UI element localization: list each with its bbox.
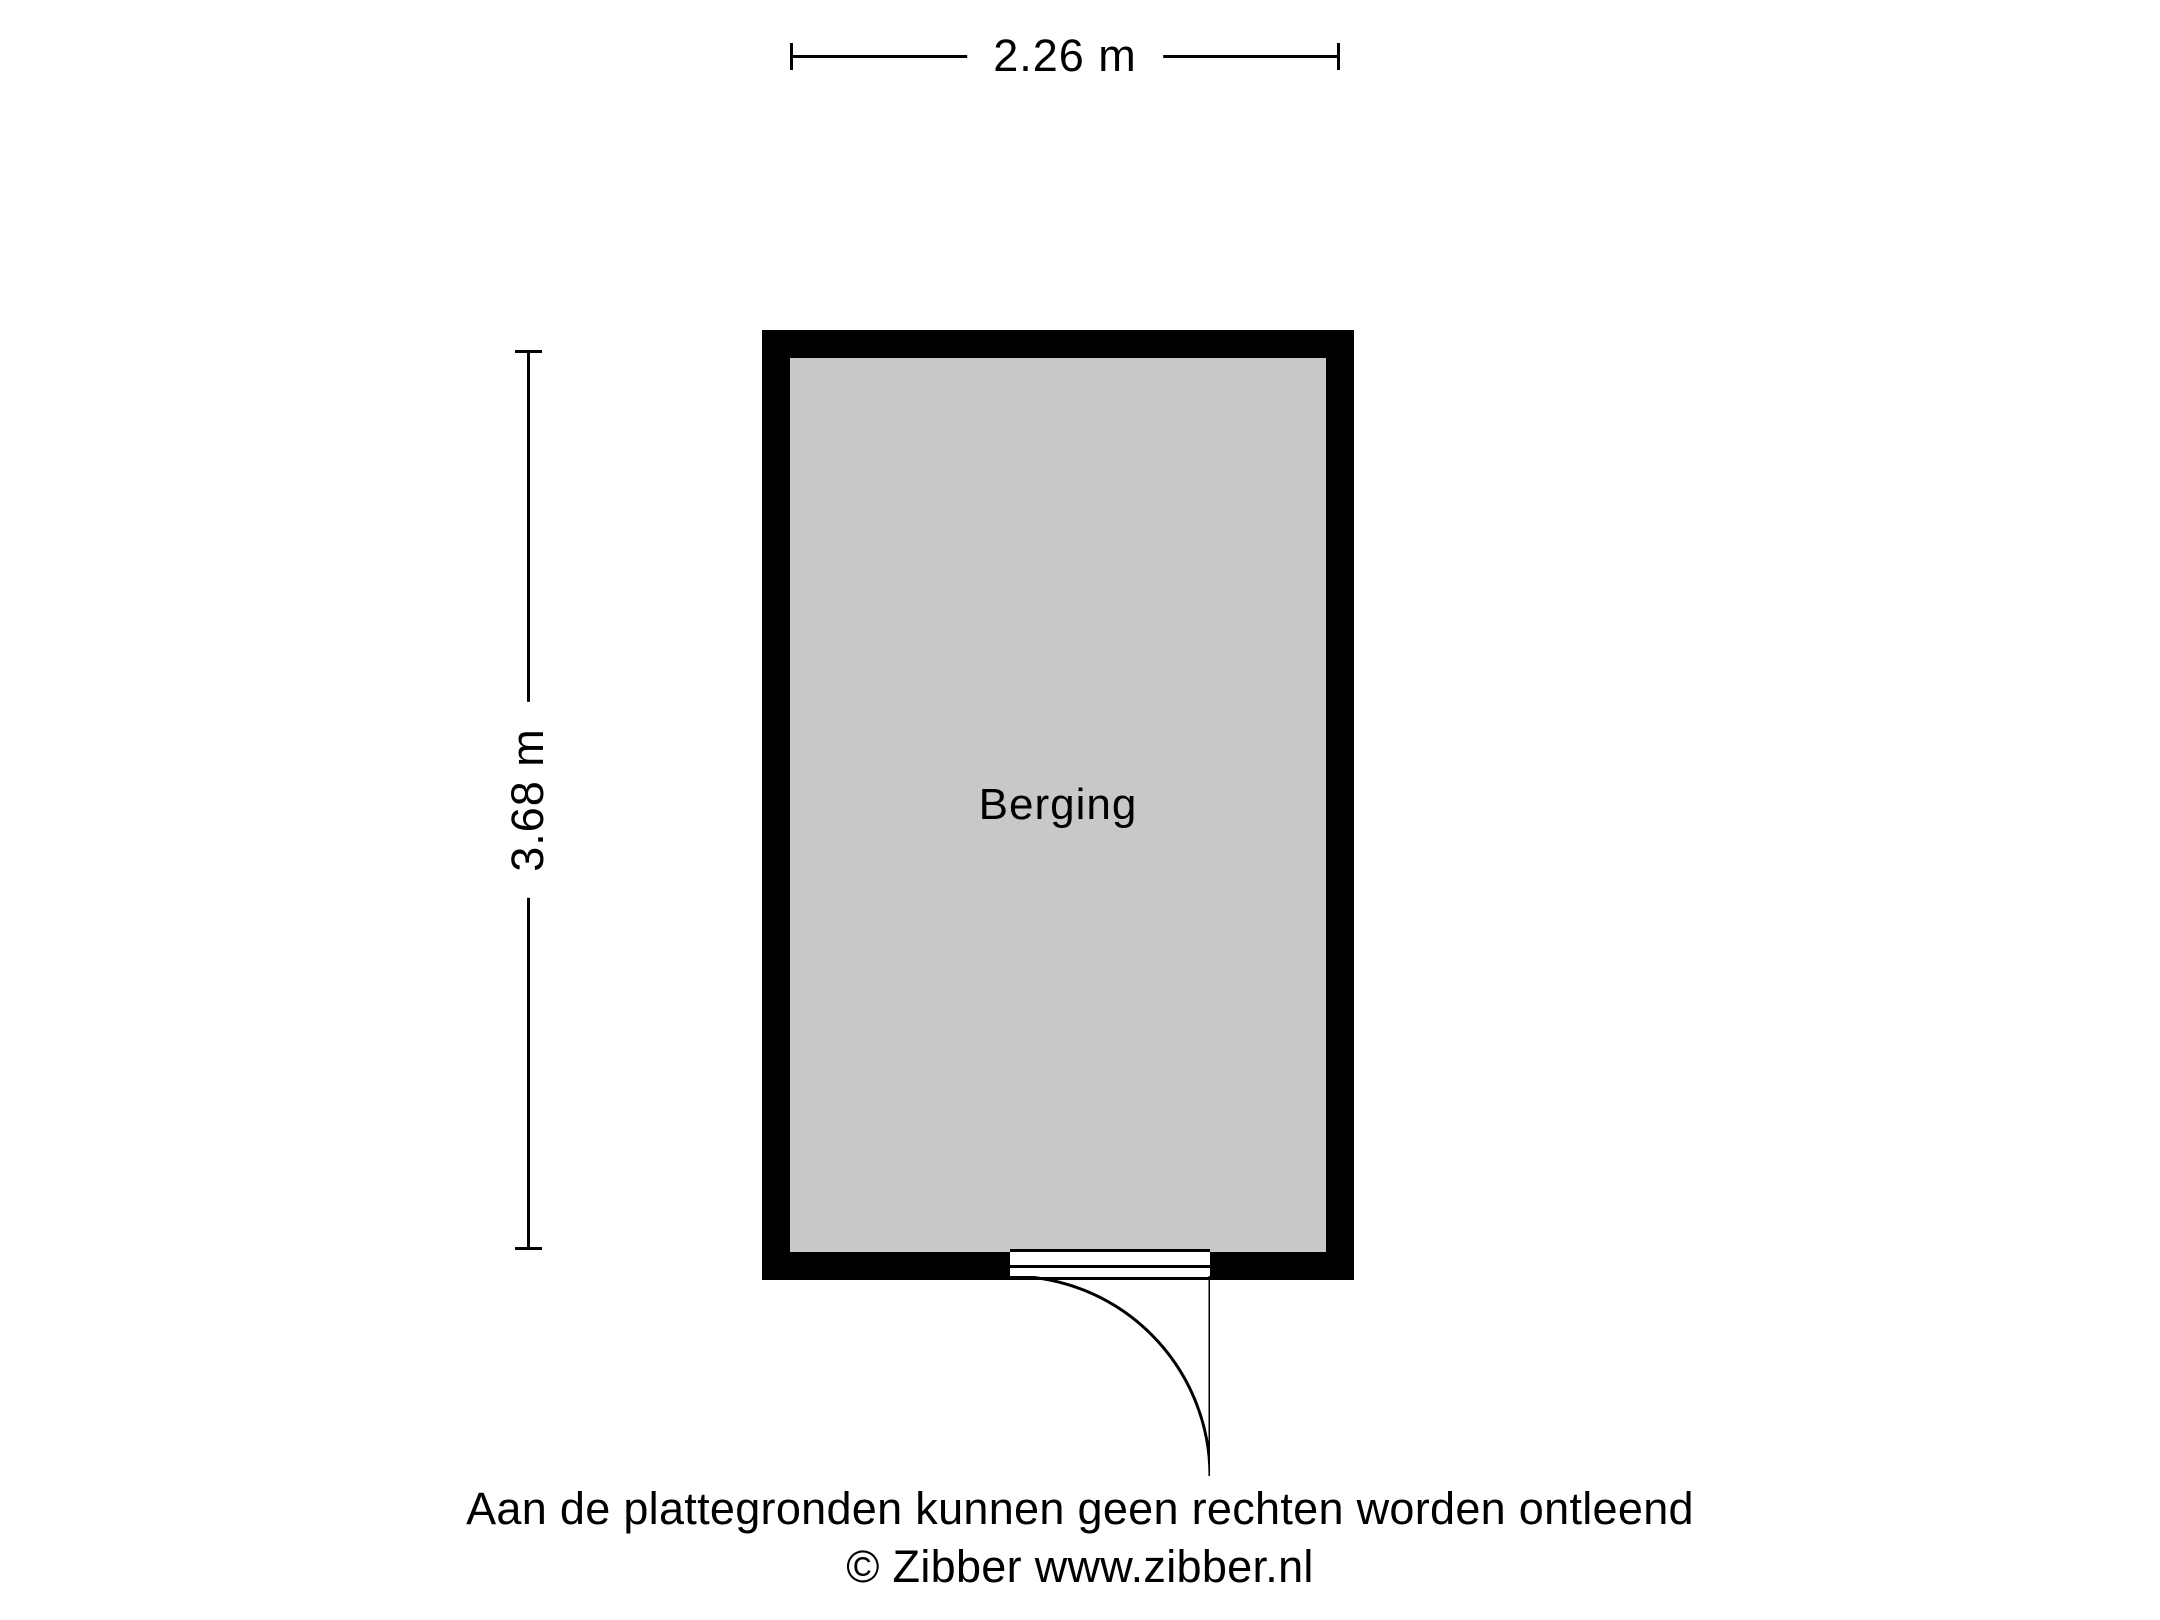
dimension-height — [440, 350, 570, 1250]
dimension-height-cap-bottom — [515, 1247, 542, 1250]
dimension-height-label: 3.68 m — [502, 702, 554, 898]
dimension-height-cap-top — [515, 350, 542, 353]
footer — [0, 1480, 2160, 1596]
dimension-width-cap-left — [790, 43, 793, 70]
dimension-width-label: 2.26 m — [967, 30, 1163, 82]
footer-disclaimer: Aan de plattegronden kunnen geen rechten worden ontleend — [466, 1483, 1694, 1534]
room-label: Berging — [978, 780, 1138, 829]
door-swing-icon — [1010, 1276, 1210, 1476]
dimension-width — [790, 30, 1340, 90]
room-berging — [762, 330, 1354, 1280]
room-floor — [790, 358, 1326, 1252]
footer-copyright: © Zibber www.zibber.nl — [846, 1541, 1314, 1592]
dimension-width-cap-right — [1337, 43, 1340, 70]
